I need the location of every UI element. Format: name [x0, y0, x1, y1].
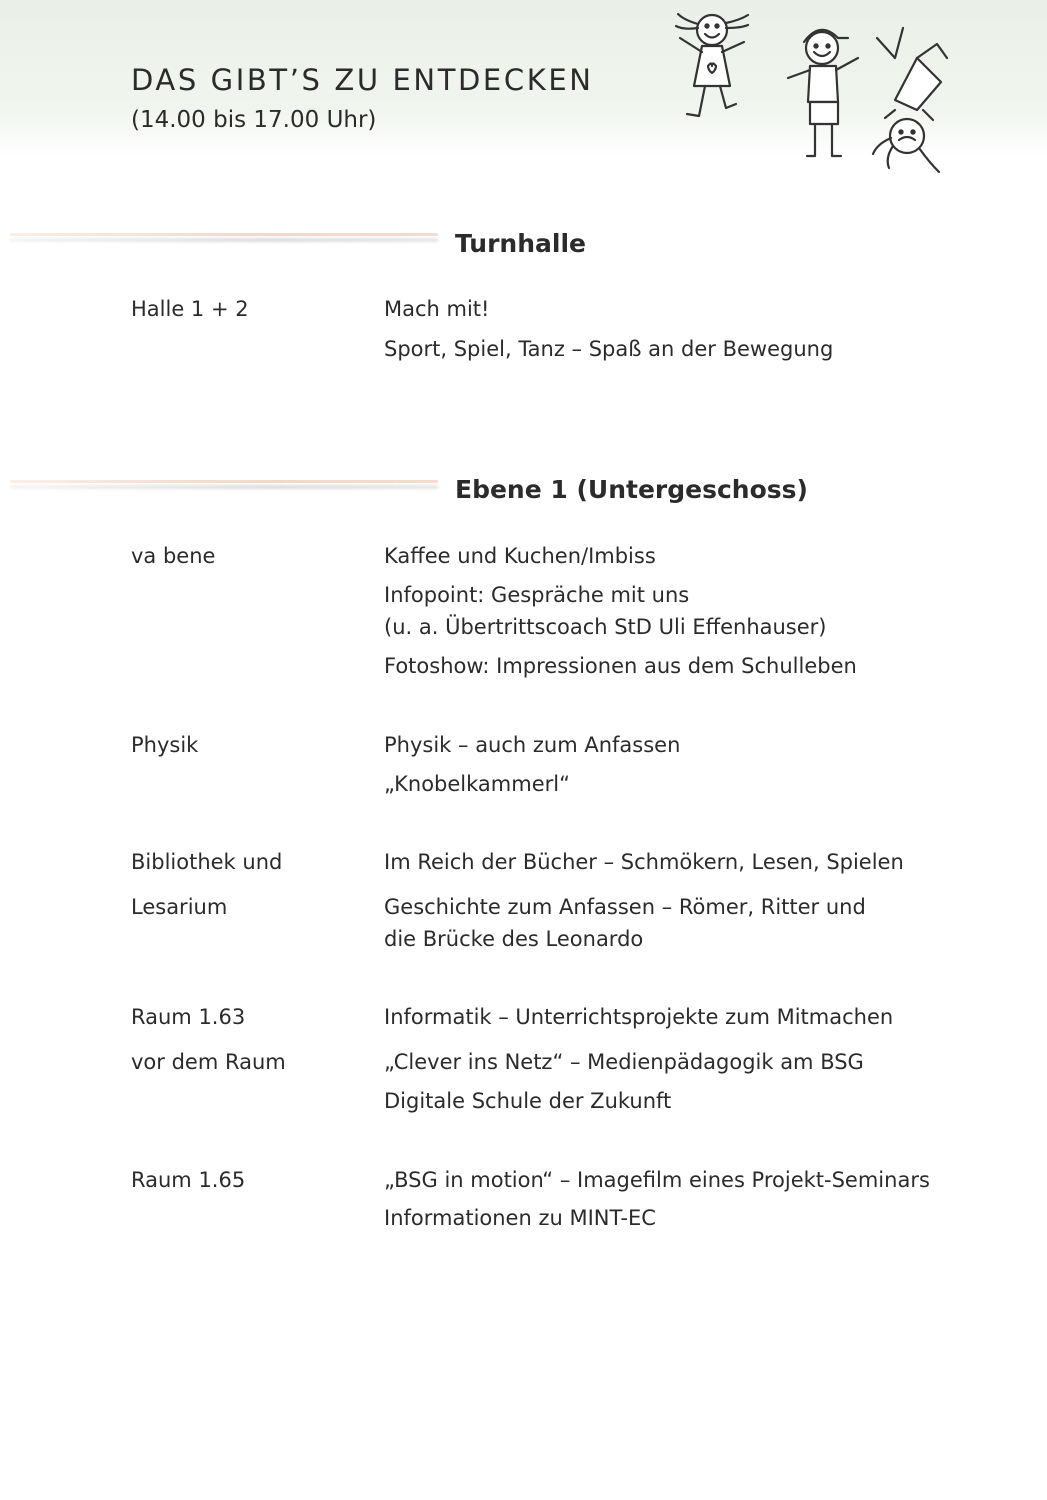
row-item: (u. a. Übertrittscoach StD Uli Effenhauser) [384, 615, 827, 639]
section-divider [10, 478, 438, 490]
boy-figure-icon [788, 30, 858, 156]
row-label: Raum 1.63 [131, 1005, 246, 1029]
cartwheel-figure-icon [873, 28, 947, 172]
row-item: Infopoint: Gespräche mit uns [384, 583, 690, 607]
row-item: Im Reich der Bücher – Schmökern, Lesen, Spielen [384, 850, 904, 874]
section-divider [10, 231, 438, 243]
row-item: Mach mit! [384, 297, 490, 321]
row-item: Informationen zu MINT-EC [384, 1206, 656, 1230]
children-illustration [650, 8, 980, 193]
row-label: Bibliothek und [131, 850, 283, 874]
row-label: Physik [131, 733, 199, 757]
row-item: „BSG in motion“ – Imagefilm eines Projekt-Seminars [384, 1168, 930, 1192]
page-title: DAS GIBT’S ZU ENTDECKEN [131, 63, 594, 97]
row-item: „Knobelkammerl“ [384, 772, 570, 796]
row-label: Raum 1.65 [131, 1168, 246, 1192]
row-label: Halle 1 + 2 [131, 297, 249, 321]
girl-figure-icon [676, 14, 748, 116]
row-label: va bene [131, 544, 216, 568]
row-label: vor dem Raum [131, 1050, 286, 1074]
section-title-turnhalle: Turnhalle [455, 229, 586, 258]
row-item: Physik – auch zum Anfassen [384, 733, 681, 757]
row-item: Kaffee und Kuchen/Imbiss [384, 544, 656, 568]
row-item: „Clever ins Netz“ – Medienpädagogik am BSG [384, 1050, 864, 1074]
row-label: Lesarium [131, 895, 228, 919]
row-item: Fotoshow: Impressionen aus dem Schulleben [384, 654, 857, 678]
page-subtitle: (14.00 bis 17.00 Uhr) [131, 107, 377, 133]
row-item: Digitale Schule der Zukunft [384, 1089, 672, 1113]
row-item: Informatik – Unterrichtsprojekte zum Mitmachen [384, 1005, 894, 1029]
row-item: die Brücke des Leonardo [384, 927, 644, 951]
row-item: Geschichte zum Anfassen – Römer, Ritter und [384, 895, 866, 919]
section-title-ebene-1: Ebene 1 (Untergeschoss) [455, 475, 808, 504]
row-item: Sport, Spiel, Tanz – Spaß an der Bewegung [384, 337, 834, 361]
